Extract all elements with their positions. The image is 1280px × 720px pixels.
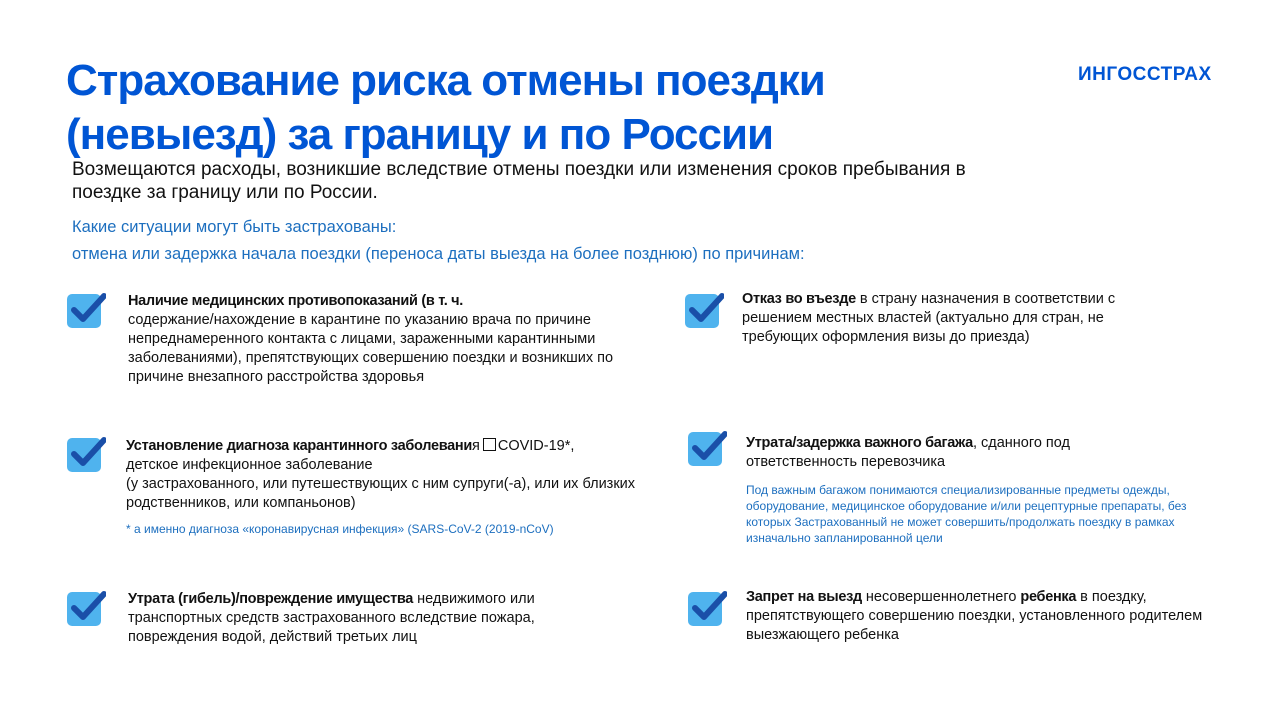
- item-description-line: детское инфекционное заболевание: [126, 457, 373, 473]
- question-subheading: отмена или задержка начала поездки (переноса даты выезда на более позднюю) по причинам:: [72, 245, 805, 263]
- checkbox-checked-icon: [66, 434, 106, 474]
- ingosstrakh-logo: ИНГОССТРАХ: [1078, 64, 1212, 85]
- item-footnote: Под важным багажом понимаются специализированные предметы одежды, оборудование, медицинское оборудование и/или рецептурные препараты, без которых Застрахованный не может совершить/продолжать поездку в рамках изначально запланированной цели: [746, 483, 1187, 545]
- item-description: содержание/нахождение в карантине по указанию врача по причине непреднамеренного контакта с лицами, зараженными карантинными заболеваниями), препятствующих совершению поездки и возникших по причине внезапного расстройства здоровья: [128, 312, 614, 385]
- item-description: , сданного под ответственность перевозчика: [746, 435, 1070, 470]
- item-description: недвижимого или транспортных средств застрахованного вследствие пожара, повреждения водой, действий третьих лиц: [128, 591, 535, 645]
- empty-box-icon: [483, 438, 496, 451]
- checkbox-checked-icon: [66, 588, 106, 628]
- item-footnote: * а именно диагноза «коронавирусная инфекция» (SARS-CoV-2 (2019-nCoV): [126, 522, 554, 536]
- item-title: Утрата (гибель)/повреждение имущества: [128, 591, 414, 607]
- page-title: Страхование риска отмены поездки (невыезд) за границу и по России: [66, 56, 825, 159]
- item-emphasis: ребенка: [1020, 589, 1077, 605]
- subtitle: Возмещаются расходы, возникшие вследствие отмены поездки или изменения сроков пребывания в поездке за границу или по России.: [72, 159, 966, 203]
- item-description-part: несовершеннолетнего: [861, 589, 1021, 605]
- item-title: Отказ во въезде: [742, 291, 856, 307]
- item-title: Наличие медицинских противопоказаний (в т. ч.: [128, 293, 464, 309]
- item-title-ending: я: [471, 438, 480, 454]
- covid-label: COVID-19*,: [497, 438, 575, 454]
- checkbox-checked-icon: [687, 588, 727, 628]
- item-description: (у застрахованного, или путешествующих с ним супруги(-а), или их близких родственников, или компаньонов): [126, 476, 636, 511]
- item-title: Запрет на выезд: [746, 589, 862, 605]
- item-description: в страну назначения в соответствии с решением местных властей (актуально для стран, не требующих оформления визы до приезда): [742, 291, 1116, 345]
- item-title: Установление диагноза карантинного заболевани: [126, 438, 472, 454]
- checkbox-checked-icon: [684, 290, 724, 330]
- question-heading: Какие ситуации могут быть застрахованы:: [72, 218, 397, 236]
- item-description: в поездку, препятствующего совершению поездки, установленного родителем выезжающего ребенка: [746, 589, 1203, 643]
- item-title: Утрата/задержка важного багажа: [746, 435, 973, 451]
- checkbox-checked-icon: [687, 428, 727, 468]
- checkbox-checked-icon: [66, 290, 106, 330]
